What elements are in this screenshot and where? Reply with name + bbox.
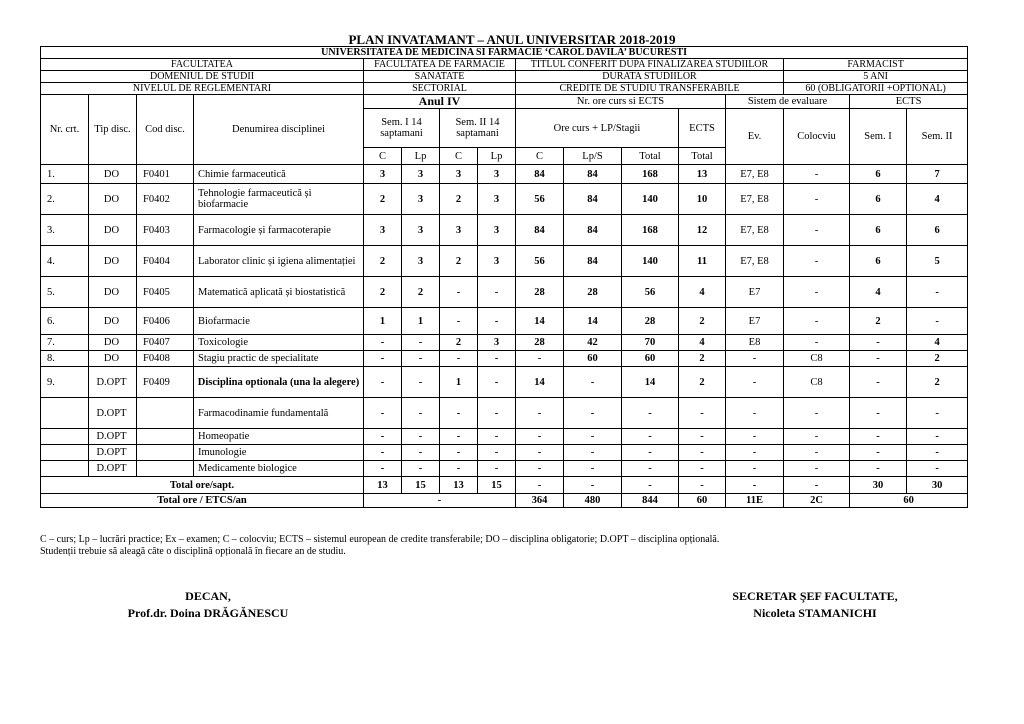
secretary-signature	[690, 588, 940, 622]
cell-col: -	[784, 184, 850, 215]
cell-name: Chimie farmaceutică	[194, 165, 364, 184]
cell-ev: -	[726, 461, 784, 477]
cell-ects: -	[679, 461, 726, 477]
cell-e2: -	[907, 445, 968, 461]
degree-value: FARMACIST	[784, 59, 968, 71]
header-sem-ii: Sem. II	[907, 109, 968, 165]
total-year-ects: 60	[679, 494, 726, 508]
cell-s2c: -	[440, 429, 478, 445]
cell-s2lp: -	[478, 308, 516, 335]
cell-s1c: -	[364, 351, 402, 367]
cell-tip: DO	[89, 351, 137, 367]
cell-s2lp: -	[478, 367, 516, 398]
cell-e2: 2	[907, 351, 968, 367]
table-row	[41, 367, 968, 398]
cell-ev: E7, E8	[726, 184, 784, 215]
cell-nr	[41, 461, 89, 477]
header-nr: Nr. crt.	[41, 95, 89, 165]
total-week-lps: -	[564, 477, 622, 494]
total-year-ev: 11E	[726, 494, 784, 508]
cell-nr: 8.	[41, 351, 89, 367]
cell-ev: -	[726, 367, 784, 398]
cell-tip: DO	[89, 335, 137, 351]
cell-ects: 10	[679, 184, 726, 215]
cell-col: -	[784, 277, 850, 308]
dean-signature	[98, 588, 318, 622]
cell-name: Biofarmacie	[194, 308, 364, 335]
total-year-lps: 480	[564, 494, 622, 508]
total-year-hours: -	[364, 494, 516, 508]
cell-c: 84	[516, 165, 564, 184]
legend-abbreviations: C – curs; Lp – lucrări practice; Ex – examen; C – colocviu; ECTS – sistemul european de credite transferabile; DO – disciplina obligatorie; D.OPT – disciplina opțională.	[40, 534, 720, 545]
cell-total: 60	[622, 351, 679, 367]
cell-total: 14	[622, 367, 679, 398]
cell-s1c: -	[364, 461, 402, 477]
cell-total: 140	[622, 184, 679, 215]
cell-s1lp: -	[402, 461, 440, 477]
total-week-e2: 30	[907, 477, 968, 494]
cell-e1: -	[850, 429, 907, 445]
cell-s1c: 2	[364, 246, 402, 277]
header-ev: Ev.	[726, 109, 784, 165]
cell-ev: E7	[726, 308, 784, 335]
cell-s1lp: -	[402, 335, 440, 351]
faculty-value: FACULTATEA DE FARMACIE	[364, 59, 516, 71]
cell-s1lp: 3	[402, 184, 440, 215]
cell-tip: D.OPT	[89, 461, 137, 477]
header-sem-i: Sem. I	[850, 109, 907, 165]
table-row	[41, 277, 968, 308]
cell-cod	[137, 461, 194, 477]
cell-ects: 4	[679, 277, 726, 308]
cell-tip: DO	[89, 246, 137, 277]
cell-total: -	[622, 461, 679, 477]
cell-cod	[137, 445, 194, 461]
cell-nr	[41, 429, 89, 445]
cell-nr: 2.	[41, 184, 89, 215]
cell-c: -	[516, 445, 564, 461]
cell-c: 56	[516, 184, 564, 215]
cell-e1: 6	[850, 215, 907, 246]
cell-cod: F0409	[137, 367, 194, 398]
total-week-col: -	[784, 477, 850, 494]
cell-total: -	[622, 445, 679, 461]
cell-c: 28	[516, 335, 564, 351]
cell-s2c: 3	[440, 165, 478, 184]
cell-total: -	[622, 398, 679, 429]
total-week-s2c: 13	[440, 477, 478, 494]
cell-total: 140	[622, 246, 679, 277]
cell-nr: 6.	[41, 308, 89, 335]
cell-c: -	[516, 461, 564, 477]
cell-e2: -	[907, 308, 968, 335]
cell-s1c: -	[364, 335, 402, 351]
cell-lps: -	[564, 367, 622, 398]
cell-cod: F0404	[137, 246, 194, 277]
cell-s2lp: -	[478, 277, 516, 308]
cell-ects: -	[679, 429, 726, 445]
cell-cod: F0403	[137, 215, 194, 246]
cell-s2c: 3	[440, 215, 478, 246]
cell-s1lp: 1	[402, 308, 440, 335]
cell-ects: 2	[679, 351, 726, 367]
cell-s2c: 1	[440, 367, 478, 398]
cell-ev: E7, E8	[726, 246, 784, 277]
cell-s2c: -	[440, 351, 478, 367]
duration-value: 5 ANI	[784, 71, 968, 83]
cell-s1lp: 3	[402, 246, 440, 277]
cell-s2c: -	[440, 277, 478, 308]
cell-c: 84	[516, 215, 564, 246]
cell-s1c: -	[364, 445, 402, 461]
header-tip: Tip disc.	[89, 95, 137, 165]
cell-name: Tehnologie farmaceutică și biofarmacie	[194, 184, 364, 215]
total-week-ects: -	[679, 477, 726, 494]
cell-tip: D.OPT	[89, 445, 137, 461]
legend-notes	[40, 534, 719, 558]
total-year-c: 364	[516, 494, 564, 508]
cell-tip: D.OPT	[89, 367, 137, 398]
cell-col: -	[784, 215, 850, 246]
cell-e1: 6	[850, 165, 907, 184]
header-sistem: Sistem de evaluare	[726, 95, 850, 109]
cell-s2lp: -	[478, 351, 516, 367]
header-ects: ECTS	[850, 95, 968, 109]
cell-s2c: -	[440, 308, 478, 335]
cell-total: 168	[622, 165, 679, 184]
cell-ects: 2	[679, 367, 726, 398]
cell-s2lp: 3	[478, 335, 516, 351]
cell-nr	[41, 445, 89, 461]
cell-e2: -	[907, 398, 968, 429]
cell-e2: 5	[907, 246, 968, 277]
cell-ects: -	[679, 398, 726, 429]
cell-s1c: 1	[364, 308, 402, 335]
cell-nr	[41, 398, 89, 429]
table-row	[41, 184, 968, 215]
cell-s1c: 3	[364, 165, 402, 184]
cell-cod: F0407	[137, 335, 194, 351]
cell-lps: -	[564, 398, 622, 429]
regulation-value: SECTORIAL	[364, 83, 516, 95]
header-c: C	[516, 148, 564, 165]
cell-lps: 14	[564, 308, 622, 335]
total-week-c: -	[516, 477, 564, 494]
header-year: Anul IV	[364, 95, 516, 109]
secretary-title: SECRETAR ŞEF FACULTATE,	[732, 589, 898, 603]
header-sem1: Sem. I 14 saptamani	[364, 109, 440, 148]
header-ects-col: ECTS	[679, 109, 726, 148]
cell-ects: 4	[679, 335, 726, 351]
cell-e1: -	[850, 445, 907, 461]
total-year-total: 844	[622, 494, 679, 508]
legend-optional-rule: Studenții trebuie să aleagă câte o disciplină opțională în fiecare an de studiu.	[40, 546, 346, 557]
cell-e1: -	[850, 461, 907, 477]
cell-s1c: 3	[364, 215, 402, 246]
dean-name: Prof.dr. Doina DRĂGĂNESCU	[127, 606, 289, 620]
cell-lps: -	[564, 461, 622, 477]
cell-name: Farmacologie și farmacoterapie	[194, 215, 364, 246]
cell-e2: 2	[907, 367, 968, 398]
cell-lps: -	[564, 445, 622, 461]
cell-c: 14	[516, 308, 564, 335]
cell-tip: DO	[89, 215, 137, 246]
cell-e1: -	[850, 398, 907, 429]
cell-ects: 2	[679, 308, 726, 335]
cell-s2lp: -	[478, 429, 516, 445]
cell-cod: F0405	[137, 277, 194, 308]
cell-e1: 6	[850, 184, 907, 215]
header-c: C	[440, 148, 478, 165]
cell-e2: -	[907, 277, 968, 308]
cell-ev: E7, E8	[726, 215, 784, 246]
cell-name: Laborator clinic și igiena alimentației	[194, 246, 364, 277]
cell-s2c: 2	[440, 246, 478, 277]
cell-col: -	[784, 445, 850, 461]
table-row	[41, 351, 968, 367]
cell-s1lp: -	[402, 429, 440, 445]
cell-c: 14	[516, 367, 564, 398]
cell-cod: F0406	[137, 308, 194, 335]
cell-e1: -	[850, 351, 907, 367]
header-denumirea: Denumirea disciplinei	[194, 95, 364, 165]
cell-ev: -	[726, 398, 784, 429]
cell-s1lp: -	[402, 445, 440, 461]
table-row	[41, 461, 968, 477]
cell-tip: DO	[89, 165, 137, 184]
cell-ev: E8	[726, 335, 784, 351]
cell-s2lp: -	[478, 461, 516, 477]
cell-col: -	[784, 165, 850, 184]
total-week-ev: -	[726, 477, 784, 494]
cell-s2lp: 3	[478, 246, 516, 277]
cell-nr: 7.	[41, 335, 89, 351]
cell-lps: 28	[564, 277, 622, 308]
cell-e1: -	[850, 335, 907, 351]
cell-s2lp: 3	[478, 215, 516, 246]
table-row	[41, 165, 968, 184]
header-cod: Cod disc.	[137, 95, 194, 165]
cell-e1: 2	[850, 308, 907, 335]
cell-col: -	[784, 461, 850, 477]
total-year-label: Total ore / ETCS/an	[41, 494, 364, 508]
cell-cod: F0402	[137, 184, 194, 215]
cell-col: C8	[784, 351, 850, 367]
cell-col: C8	[784, 367, 850, 398]
cell-tip: D.OPT	[89, 429, 137, 445]
header-colocviu: Colocviu	[784, 109, 850, 165]
cell-s1lp: 2	[402, 277, 440, 308]
header-total: Total	[622, 148, 679, 165]
total-week-s1lp: 15	[402, 477, 440, 494]
cell-nr: 3.	[41, 215, 89, 246]
table-row	[41, 445, 968, 461]
cell-s2c: -	[440, 445, 478, 461]
cell-total: 168	[622, 215, 679, 246]
domain-value: SANATATE	[364, 71, 516, 83]
cell-lps: 84	[564, 246, 622, 277]
cell-name: Stagiu practic de specialitate	[194, 351, 364, 367]
cell-col: -	[784, 308, 850, 335]
cell-ects: 12	[679, 215, 726, 246]
cell-s2c: 2	[440, 184, 478, 215]
cell-s1lp: -	[402, 398, 440, 429]
total-year-col: 2C	[784, 494, 850, 508]
total-week-s2lp: 15	[478, 477, 516, 494]
header-nr-ore: Nr. ore curs si ECTS	[516, 95, 726, 109]
cell-name: Imunologie	[194, 445, 364, 461]
cell-name: Homeopatie	[194, 429, 364, 445]
header-lp: Lp	[402, 148, 440, 165]
cell-s2c: 2	[440, 335, 478, 351]
total-year-sem: 60	[850, 494, 968, 508]
cell-s1c: -	[364, 398, 402, 429]
cell-s1lp: 3	[402, 165, 440, 184]
header-lp: Lp	[478, 148, 516, 165]
total-week-e1: 30	[850, 477, 907, 494]
total-week-label: Total ore/sapt.	[41, 477, 364, 494]
cell-lps: 84	[564, 215, 622, 246]
secretary-name: Nicoleta STAMANICHI	[753, 606, 877, 620]
cell-nr: 1.	[41, 165, 89, 184]
cell-cod	[137, 398, 194, 429]
cell-s1lp: -	[402, 367, 440, 398]
cell-c: 56	[516, 246, 564, 277]
university-name: UNIVERSITATEA DE MEDICINA SI FARMACIE ‘CAROL DAVILA’ BUCURESTI	[41, 47, 968, 59]
cell-ects: 11	[679, 246, 726, 277]
cell-s1lp: -	[402, 351, 440, 367]
cell-c: -	[516, 398, 564, 429]
cell-s1c: -	[364, 429, 402, 445]
cell-e2: 7	[907, 165, 968, 184]
table-row	[41, 398, 968, 429]
cell-lps: 60	[564, 351, 622, 367]
table-row	[41, 335, 968, 351]
cell-col: -	[784, 398, 850, 429]
cell-name: Matematică aplicată și biostatistică	[194, 277, 364, 308]
cell-s1lp: 3	[402, 215, 440, 246]
cell-cod	[137, 429, 194, 445]
cell-e1: -	[850, 367, 907, 398]
cell-cod: F0408	[137, 351, 194, 367]
cell-name: Disciplina optionala (una la alegere)	[194, 367, 364, 398]
cell-ev: E7	[726, 277, 784, 308]
cell-e2: -	[907, 461, 968, 477]
cell-e2: 6	[907, 215, 968, 246]
total-week-total: -	[622, 477, 679, 494]
cell-tip: DO	[89, 277, 137, 308]
cell-s1c: -	[364, 367, 402, 398]
cell-nr: 5.	[41, 277, 89, 308]
cell-ev: -	[726, 445, 784, 461]
cell-s2lp: 3	[478, 184, 516, 215]
total-week-s1c: 13	[364, 477, 402, 494]
cell-s1c: 2	[364, 277, 402, 308]
header-total: Total	[679, 148, 726, 165]
cell-ev: E7, E8	[726, 165, 784, 184]
cell-lps: 84	[564, 184, 622, 215]
cell-s2c: -	[440, 461, 478, 477]
duration-label: DURATA STUDIILOR	[516, 71, 784, 83]
table-row	[41, 308, 968, 335]
cell-name: Farmacodinamie fundamentală	[194, 398, 364, 429]
cell-total: 70	[622, 335, 679, 351]
cell-tip: DO	[89, 184, 137, 215]
cell-lps: -	[564, 429, 622, 445]
regulation-label: NIVELUL DE REGLEMENTARI	[41, 83, 364, 95]
cell-s2lp: 3	[478, 165, 516, 184]
cell-e1: 6	[850, 246, 907, 277]
table-row	[41, 429, 968, 445]
credits-label: CREDITE DE STUDIU TRANSFERABILE	[516, 83, 784, 95]
page-title: PLAN INVATAMANT – ANUL UNIVERSITAR 2018-2019	[348, 32, 676, 47]
discipline-rows	[41, 165, 968, 477]
cell-col: -	[784, 429, 850, 445]
cell-e2: 4	[907, 184, 968, 215]
credits-value: 60 (OBLIGATORII +OPTIONAL)	[784, 83, 968, 95]
cell-ev: -	[726, 429, 784, 445]
header-sem2: Sem. II 14 saptamani	[440, 109, 516, 148]
cell-c: 28	[516, 277, 564, 308]
cell-name: Toxicologie	[194, 335, 364, 351]
cell-e2: -	[907, 429, 968, 445]
cell-tip: DO	[89, 308, 137, 335]
table-row	[41, 215, 968, 246]
cell-e1: 4	[850, 277, 907, 308]
domain-label: DOMENIUL DE STUDII	[41, 71, 364, 83]
cell-name: Medicamente biologice	[194, 461, 364, 477]
cell-total: 56	[622, 277, 679, 308]
cell-c: -	[516, 429, 564, 445]
cell-s2lp: -	[478, 445, 516, 461]
cell-col: -	[784, 335, 850, 351]
dean-title: DECAN,	[185, 589, 231, 603]
cell-lps: 42	[564, 335, 622, 351]
cell-s2c: -	[440, 398, 478, 429]
cell-lps: 84	[564, 165, 622, 184]
faculty-label: FACULTATEA	[41, 59, 364, 71]
cell-ev: -	[726, 351, 784, 367]
cell-ects: 13	[679, 165, 726, 184]
cell-cod: F0401	[137, 165, 194, 184]
cell-total: -	[622, 429, 679, 445]
degree-label: TITLUL CONFERIT DUPA FINALIZAREA STUDIILOR	[516, 59, 784, 71]
table-row	[41, 246, 968, 277]
cell-col: -	[784, 246, 850, 277]
cell-s1c: 2	[364, 184, 402, 215]
header-c: C	[364, 148, 402, 165]
cell-ects: -	[679, 445, 726, 461]
cell-nr: 4.	[41, 246, 89, 277]
header-lps: Lp/S	[564, 148, 622, 165]
study-plan-table	[40, 46, 968, 508]
cell-total: 28	[622, 308, 679, 335]
cell-nr: 9.	[41, 367, 89, 398]
cell-c: -	[516, 351, 564, 367]
cell-s2lp: -	[478, 398, 516, 429]
cell-e2: 4	[907, 335, 968, 351]
cell-tip: D.OPT	[89, 398, 137, 429]
header-ore-curs: Ore curs + LP/Stagii	[516, 109, 679, 148]
